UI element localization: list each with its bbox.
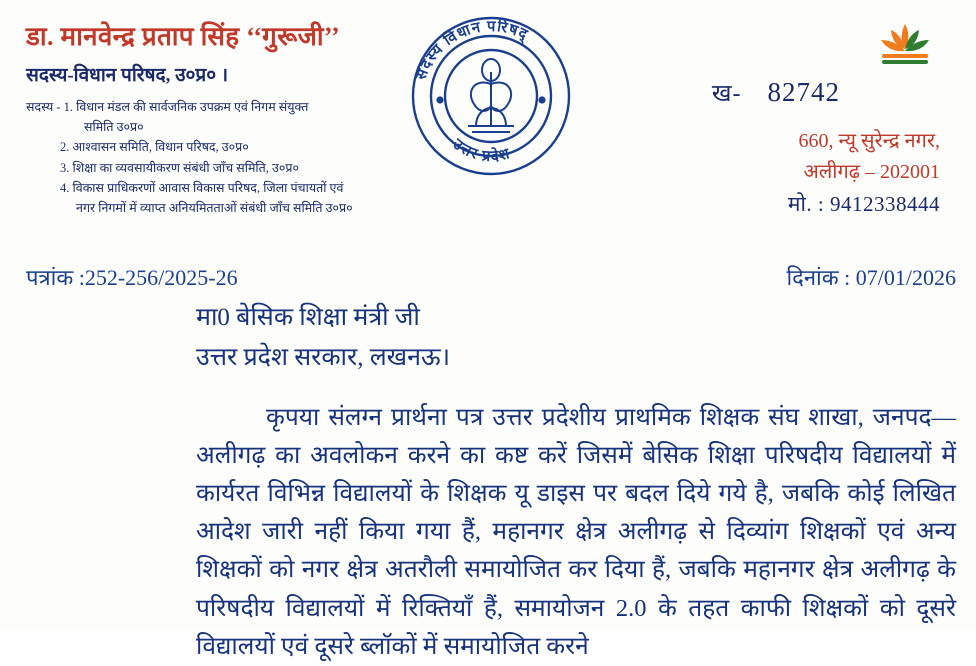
- membership-item: 2. आश्वासन समिति, विधान परिषद, उ०प्र०: [26, 137, 416, 157]
- mobile-number: 9412338444: [830, 192, 940, 216]
- svg-text:उत्तर प्रदेश: उत्तर प्रदेश: [449, 136, 513, 166]
- membership-list: [26, 97, 416, 219]
- file-number-prefix: ख-: [712, 81, 742, 107]
- membership-item: 3. शिक्षा का व्यवसायीकरण संबंधी जाँच समिति, उ०प्र०: [26, 158, 416, 178]
- body-paragraph-text: कृपया संलग्न प्रार्थना पत्र उत्तर प्रदेशीय प्राथमिक शिक्षक संघ शाखा, जनपद—अलीगढ़ का अवलोकन करने का कष्ट करें जिसमें बेसिक शिक्षा परिषदीय विद्यालयों में कार्यरत विभिन्न विद्यालयों के शिक्षक यू डाइस पर बदल दिये गये है, जबकि कोई लिखित आदेश जारी नहीं किया गया हैं, महानगर क्षेत्र अलीगढ़ से दिव्यांग शिक्षकों एवं अन्य शिक्षकों को नगर क्षेत्र अतरौली समायोजित कर दिया हैं, जबकि महानगर क्षेत्र अलीगढ़ के परिषदीय विद्यालयों में रिक्तियाँ हैं, समायोजन 2.0 के तहत काफी शिक्षकों को दूसरे विद्यालयों एवं दूसरे ब्लॉकों में समायोजित करने: [196, 404, 956, 660]
- svg-text:सदस्य विधान परिषद्: सदस्य विधान परिषद्: [413, 17, 531, 83]
- date-value: 07/01/2026: [856, 265, 956, 290]
- address-line-2: अलीगढ़ – 202001: [788, 157, 940, 188]
- bjp-lotus-icon: [874, 18, 936, 66]
- membership-text: 1. विधान मंडल की सार्वजनिक उपक्रम एवं निगम संयुक्त: [64, 100, 309, 114]
- membership-item: नगर निगमों में व्याप्त अनियमितताओं संबंधी जाँच समिति उ०प्र०: [26, 198, 416, 218]
- membership-item: समिति उ०प्र०: [26, 117, 416, 137]
- membership-label: सदस्य -: [26, 100, 61, 114]
- address-line-1: 660, न्यू सुरेन्द्र नगर,: [788, 126, 940, 157]
- sender-address: [788, 126, 940, 221]
- letterhead-left-block: [26, 22, 416, 218]
- addressee-line-1: मा0 बेसिक शिक्षा मंत्री जी: [196, 300, 956, 336]
- membership-item: 4. विकास प्राधिकरणों आवास विकास परिषद, जिला पंचायतों एवं: [26, 178, 416, 198]
- patrank-label: पत्रांक :: [26, 265, 85, 290]
- date-label: दिनांक :: [786, 265, 850, 290]
- up-vidhan-parishad-emblem-icon: [396, 8, 586, 188]
- mobile-label: मो. :: [788, 192, 824, 216]
- mobile-line: [788, 188, 940, 221]
- letter-body: [196, 300, 956, 666]
- body-paragraph: [196, 399, 956, 666]
- letterhead: [0, 0, 976, 262]
- membership-item: [26, 97, 416, 117]
- patrank: [26, 262, 238, 292]
- patrank-value: 252-256/2025-26: [85, 265, 238, 290]
- file-number-value: 82742: [768, 77, 841, 107]
- sender-name: डा. मानवेन्द्र प्रताप सिंह ‘‘गुरूजी’’: [26, 22, 416, 52]
- sender-designation: सदस्य-विधान परिषद, उ०प्र० ।: [26, 61, 416, 87]
- reference-line: [26, 262, 956, 298]
- letter-date: [786, 262, 956, 292]
- addressee-line-2: उत्तर प्रदेश सरकार, लखनऊ।: [196, 340, 956, 376]
- file-number: [712, 76, 840, 109]
